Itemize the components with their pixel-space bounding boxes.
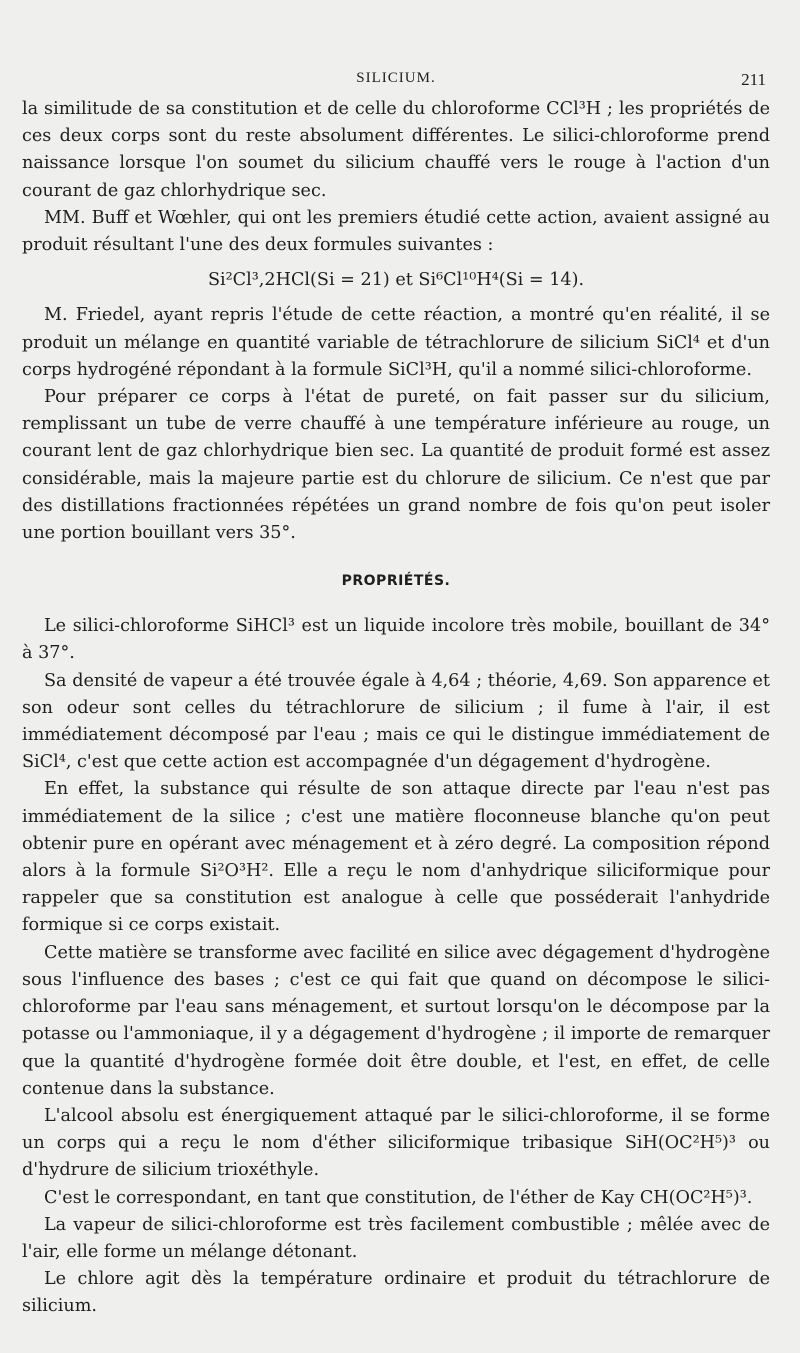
running-header — [22, 70, 770, 92]
paragraph-9: L'alcool absolu est énergiquement attaqué par le silici-chloroforme, il se forme un corps qui a reçu le nom d'éther siliciformique tribasique SiH(OC²H⁵)³ ou d'hydrure de silicium trioxéthyle. — [22, 1105, 770, 1181]
running-title: SILICIUM. — [356, 70, 436, 86]
section-heading: PROPRIÉTÉS. — [341, 573, 451, 590]
paragraph-3: M. Friedel, ayant repris l'étude de cette réaction, a montré qu'en réalité, il se produit un mélange en quantité variable de tétrachlorure de silicium SiCl⁴ et d'un corps hydrogéné répondant à la formule SiCl³H, qu'il a nommé silici-chloroforme. — [22, 305, 770, 380]
paragraph-2: MM. Buff et Wœhler, qui ont les premiers étudié cette action, avaient assigné au produit résultant l'une des deux formules suivantes : — [22, 207, 770, 256]
paragraph-8: Cette matière se transforme avec facilité en silice avec dégagement d'hydrogène sous l'influence des bases ; c'est ce qui fait que quand on décompose le silici-chloroforme par l'eau sans ménagement, et surtout lorsqu'on le décompose par la potasse ou l'ammoniaque, il y a dégagement d'hydrogène ; il importe de remarquer que la quantité d'hydrogène formée doit être double, et l'est, en effet, de celle contenue dans la substance. — [22, 942, 770, 1099]
paragraph-1: la similitude de sa constitution et de celle du chloroforme CCl³H ; les propriétés de ces deux corps sont du reste absolument différentes. Le silici-chloroforme prend naissance lorsque l'on soumet du silicium chauffé vers le rouge à l'action d'un courant de gaz chlorhydrique sec. — [22, 99, 770, 201]
paragraph-11: La vapeur de silici-chloroforme est très facilement combustible ; mêlée avec de l'air, elle forme un mélange détonant. — [22, 1214, 770, 1262]
paragraph-7: En effet, la substance qui résulte de son attaque directe par l'eau n'est pas immédiatement de la silice ; c'est une matière floconneuse blanche qu'on peut obtenir pure en opérant avec ménagement et à zéro degré. La composition répond alors à la formule Si²O³H². Elle a reçu le nom d'anhydrique siliciformique pour rappeler que sa constitution est analogue à celle que posséderait l'anhydride formique si ce corps existait. — [22, 779, 770, 936]
paragraph-6: Sa densité de vapeur a été trouvée égale à 4,64 ; théorie, 4,69. Son apparence et son odeur sont celles du tétrachlorure de silicium ; il fume à l'air, il est immédiatement décomposé par l'eau ; mais ce qui le distingue immédiatement de SiCl⁴, c'est que cette action est accompagnée d'un dégagement d'hydrogène. — [22, 670, 770, 773]
chemical-formula: Si²Cl³,2HCl(Si = 21) et Si⁶Cl¹⁰H⁴(Si = 14). — [207, 270, 585, 291]
paragraph-10: C'est le correspondant, en tant que constitution, de l'éther de Kay CH(OC²H⁵)³. — [44, 1187, 753, 1208]
page-number: 211 — [741, 70, 766, 89]
body-text — [22, 96, 770, 1321]
paragraph-12: Le chlore agit dès la température ordinaire et produit du tétrachlorure de silicium. — [22, 1269, 770, 1317]
paragraph-4: Pour préparer ce corps à l'état de pureté, on fait passer sur du silicium, remplissant un tube de verre chauffé à une température inférieure au rouge, un courant lent de gaz chlorhydrique bien sec. La quantité de produit formé est assez considérable, mais la majeure partie est du chlorure de silicium. Ce n'est que par des distillations fractionnées répétées un grand nombre de fois qu'on peut isoler une portion bouillant vers 35°. — [22, 387, 770, 544]
paragraph-5: Le silici-chloroforme SiHCl³ est un liquide incolore très mobile, bouillant de 34° à 37°. — [22, 616, 770, 664]
